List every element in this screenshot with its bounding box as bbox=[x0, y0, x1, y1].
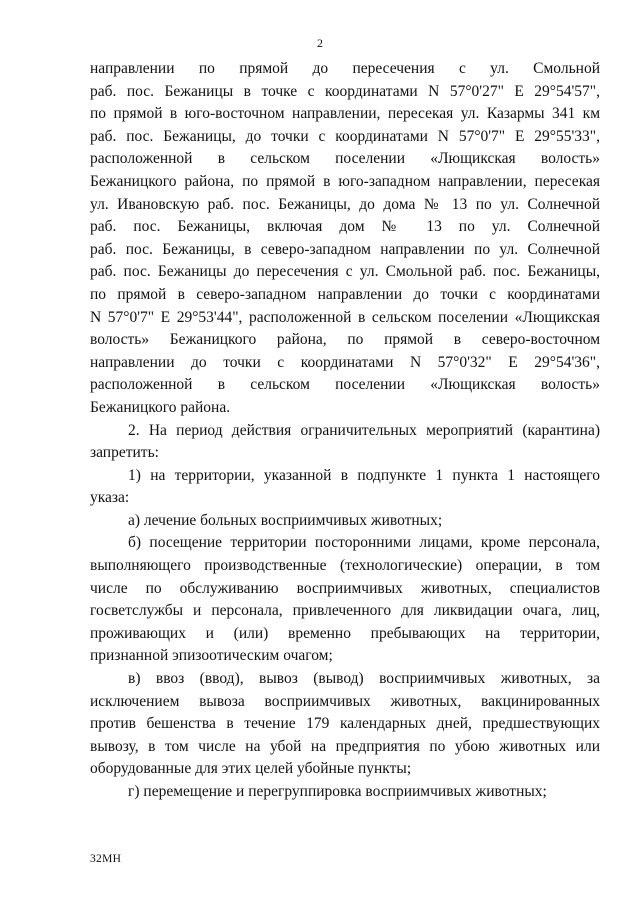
text-line: 1) на территории, указанной в подпункте 1 пункта 1 настоящего bbox=[128, 466, 600, 484]
text-line: направлении до точки с координатами N 57°0'32" E 29°54'36", bbox=[90, 353, 600, 371]
document-body bbox=[90, 58, 600, 804]
text-line: госветслужбы и персонала, привлеченного для ликвидации очага, лиц, bbox=[90, 602, 600, 620]
text-line: направлении по прямой до пересечения с ул. Смольной bbox=[90, 60, 600, 77]
text-line: против бешенства в течение 179 календарных дней, предшествующих bbox=[90, 715, 600, 733]
text-line: раб. пос. Бежаницы, до точки с координатами N 57°0'7" E 29°55'33", bbox=[90, 127, 600, 145]
text-line: расположенной в сельском поселении «Лющикская волость» bbox=[90, 150, 600, 168]
text-line: оборудованные для этих целей убойные пункты; bbox=[90, 760, 412, 778]
text-line: волость» Бежаницкого района, по прямой в северо-восточном bbox=[90, 331, 600, 349]
text-line: раб. пос. Бежаницы, в северо-западном направлении по ул. Солнечной bbox=[90, 240, 600, 258]
text-line: расположенной в сельском поселении «Лющикская волость» bbox=[90, 376, 600, 394]
text-line: раб. пос. Бежаницы, включая дом № 13 по ул. Солнечной bbox=[90, 218, 600, 236]
text-line: по прямой в юго-восточном направлении, пересекая ул. Казармы 341 км bbox=[90, 105, 600, 123]
text-line: по прямой в северо-западном направлении до точки с координатами bbox=[90, 285, 600, 303]
text-line: г) перемещение и перегруппировка восприимчивых животных; bbox=[128, 783, 547, 800]
text-line: Бежаницкого района, по прямой в юго-западном направлении, пересекая bbox=[90, 172, 600, 190]
text-line: числе по обслуживанию восприимчивых животных, специалистов bbox=[90, 579, 600, 597]
text-line: б) посещение территории посторонними лицами, кроме персонала, bbox=[128, 534, 600, 552]
text-line: вывозу, в том числе на убой на предприятия по убою животных или bbox=[90, 737, 600, 755]
text-line: а) лечение больных восприимчивых животных; bbox=[128, 511, 443, 529]
text-line: запретить: bbox=[90, 444, 159, 462]
text-line: указа: bbox=[90, 489, 130, 507]
text-line: Бежаницкого района. bbox=[90, 398, 231, 416]
document-code: 32МН bbox=[90, 853, 122, 865]
text-line: проживающих и (или) временно пребывающих на территории, bbox=[90, 624, 600, 642]
text-line: в) ввоз (ввод), вывоз (вывод) восприимчивых животных, за bbox=[128, 670, 600, 688]
text-line: выполняющего производственные (технологические) операции, в том bbox=[90, 557, 600, 575]
page-number: 2 bbox=[317, 36, 323, 50]
text-line: раб. пос. Бежаницы в точке с координатами N 57°0'27" E 29°54'57", bbox=[90, 82, 600, 100]
text-line: раб. пос. Бежаницы до пересечения с ул. Смольной раб. пос. Бежаницы, bbox=[90, 263, 600, 281]
text-line: 2. На период действия ограничительных мероприятий (карантина) bbox=[128, 421, 600, 439]
text-line: N 57°0'7" E 29°53'44", расположенной в сельском поселении «Лющикская bbox=[90, 308, 600, 326]
text-line: исключением вывоза восприимчивых животных, вакцинированных bbox=[90, 692, 600, 710]
text-line: признанной эпизоотическим очагом; bbox=[90, 647, 333, 665]
text-line: ул. Ивановскую раб. пос. Бежаницы, до дома № 13 по ул. Солнечной bbox=[90, 195, 600, 213]
